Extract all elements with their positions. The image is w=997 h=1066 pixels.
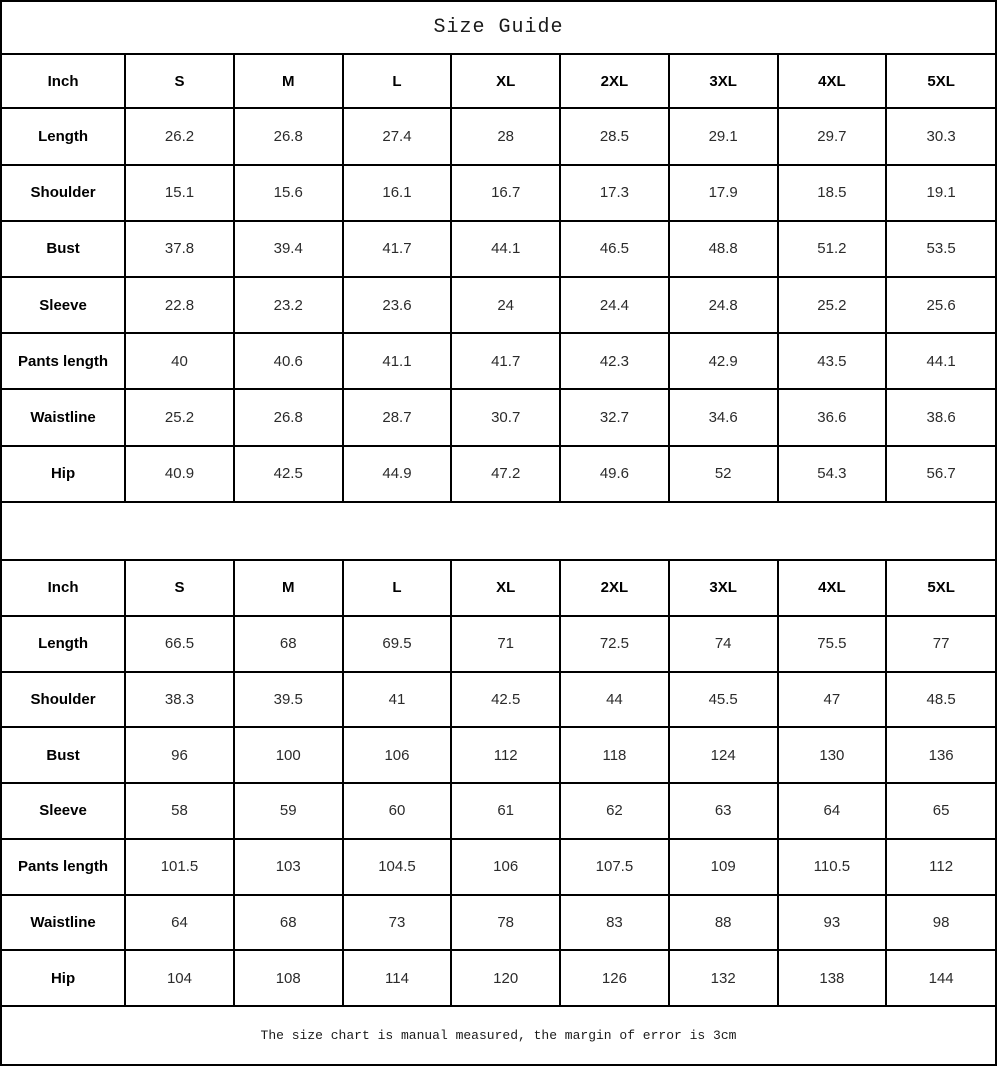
size-value-cell: 39.4 [234, 221, 343, 277]
row-label-cell: Length [2, 108, 125, 164]
size-value-cell: 45.5 [669, 672, 778, 728]
column-header-cell: 2XL [560, 55, 669, 108]
size-value-cell: 41.1 [343, 333, 452, 389]
size-value-cell: 15.1 [125, 165, 234, 221]
row-label-cell: Sleeve [2, 277, 125, 333]
size-value-cell: 28 [451, 108, 560, 164]
size-value-cell: 49.6 [560, 446, 669, 502]
size-value-cell: 98 [886, 895, 995, 951]
size-value-cell: 18.5 [778, 165, 887, 221]
column-header-cell: L [343, 560, 452, 616]
measurement-row [2, 672, 995, 728]
size-value-cell: 25.6 [886, 277, 995, 333]
size-value-cell: 16.7 [451, 165, 560, 221]
size-value-cell: 93 [778, 895, 887, 951]
column-header-cell: M [234, 55, 343, 108]
column-header-cell: 2XL [560, 560, 669, 616]
size-value-cell: 25.2 [125, 389, 234, 445]
row-label-cell: Bust [2, 221, 125, 277]
size-value-cell: 114 [343, 950, 452, 1006]
row-label-cell: Shoulder [2, 672, 125, 728]
size-value-cell: 48.8 [669, 221, 778, 277]
size-value-cell: 41.7 [451, 333, 560, 389]
size-table-header-row [2, 55, 995, 108]
unit-header-cell: Inch [2, 560, 125, 616]
size-value-cell: 108 [234, 950, 343, 1006]
size-value-cell: 32.7 [560, 389, 669, 445]
size-value-cell: 48.5 [886, 672, 995, 728]
row-label-cell: Bust [2, 727, 125, 783]
size-value-cell: 39.5 [234, 672, 343, 728]
row-label-cell: Waistline [2, 389, 125, 445]
size-value-cell: 100 [234, 727, 343, 783]
size-value-cell: 41.7 [343, 221, 452, 277]
size-value-cell: 73 [343, 895, 452, 951]
size-value-cell: 96 [125, 727, 234, 783]
size-value-cell: 71 [451, 616, 560, 672]
size-value-cell: 132 [669, 950, 778, 1006]
size-value-cell: 47 [778, 672, 887, 728]
size-value-cell: 130 [778, 727, 887, 783]
size-value-cell: 26.2 [125, 108, 234, 164]
size-value-cell: 112 [886, 839, 995, 895]
size-value-cell: 54.3 [778, 446, 887, 502]
measurement-row [2, 616, 995, 672]
size-value-cell: 41 [343, 672, 452, 728]
measurement-row [2, 895, 995, 951]
size-value-cell: 40 [125, 333, 234, 389]
size-value-cell: 42.5 [234, 446, 343, 502]
row-label-cell: Pants length [2, 333, 125, 389]
size-value-cell: 103 [234, 839, 343, 895]
size-value-cell: 62 [560, 783, 669, 839]
size-value-cell: 74 [669, 616, 778, 672]
column-header-cell: XL [451, 560, 560, 616]
row-label-cell: Hip [2, 446, 125, 502]
size-value-cell: 47.2 [451, 446, 560, 502]
unit-header-cell: Inch [2, 55, 125, 108]
size-value-cell: 38.3 [125, 672, 234, 728]
table-gap [2, 503, 995, 559]
measurement-row [2, 221, 995, 277]
size-value-cell: 28.5 [560, 108, 669, 164]
column-header-cell: XL [451, 55, 560, 108]
size-value-cell: 104.5 [343, 839, 452, 895]
size-value-cell: 44 [560, 672, 669, 728]
size-value-cell: 25.2 [778, 277, 887, 333]
size-value-cell: 44.1 [451, 221, 560, 277]
column-header-cell: 3XL [669, 560, 778, 616]
row-label-cell: Pants length [2, 839, 125, 895]
size-value-cell: 58 [125, 783, 234, 839]
size-value-cell: 126 [560, 950, 669, 1006]
size-value-cell: 66.5 [125, 616, 234, 672]
measurement-row [2, 389, 995, 445]
measurement-row [2, 950, 995, 1006]
row-label-cell: Shoulder [2, 165, 125, 221]
page-title: Size Guide [2, 2, 995, 55]
size-value-cell: 68 [234, 895, 343, 951]
size-value-cell: 63 [669, 783, 778, 839]
measurement-row [2, 446, 995, 502]
size-value-cell: 112 [451, 727, 560, 783]
size-value-cell: 42.3 [560, 333, 669, 389]
size-value-cell: 22.8 [125, 277, 234, 333]
size-value-cell: 56.7 [886, 446, 995, 502]
row-label-cell: Hip [2, 950, 125, 1006]
size-table-inch [2, 55, 995, 503]
size-table-header-row [2, 560, 995, 616]
measurement-row [2, 277, 995, 333]
column-header-cell: S [125, 55, 234, 108]
size-value-cell: 26.8 [234, 108, 343, 164]
column-header-cell: 4XL [778, 560, 887, 616]
measurement-row [2, 165, 995, 221]
size-value-cell: 24.8 [669, 277, 778, 333]
footer-note: The size chart is manual measured, the margin of error is 3cm [260, 1028, 737, 1043]
measurement-row [2, 839, 995, 895]
column-header-cell: 3XL [669, 55, 778, 108]
size-value-cell: 78 [451, 895, 560, 951]
size-value-cell: 38.6 [886, 389, 995, 445]
size-value-cell: 30.7 [451, 389, 560, 445]
size-value-cell: 64 [778, 783, 887, 839]
size-value-cell: 19.1 [886, 165, 995, 221]
size-value-cell: 75.5 [778, 616, 887, 672]
measurement-row [2, 333, 995, 389]
column-header-cell: 4XL [778, 55, 887, 108]
size-value-cell: 28.7 [343, 389, 452, 445]
size-value-cell: 40.9 [125, 446, 234, 502]
measurement-row [2, 108, 995, 164]
column-header-cell: 5XL [886, 55, 995, 108]
size-value-cell: 120 [451, 950, 560, 1006]
size-value-cell: 43.5 [778, 333, 887, 389]
row-label-cell: Sleeve [2, 783, 125, 839]
size-value-cell: 44.9 [343, 446, 452, 502]
size-value-cell: 77 [886, 616, 995, 672]
size-value-cell: 107.5 [560, 839, 669, 895]
column-header-cell: S [125, 560, 234, 616]
size-value-cell: 29.7 [778, 108, 887, 164]
measurement-row [2, 783, 995, 839]
size-value-cell: 64 [125, 895, 234, 951]
size-table-cm [2, 559, 995, 1007]
size-value-cell: 34.6 [669, 389, 778, 445]
size-value-cell: 44.1 [886, 333, 995, 389]
column-header-cell: 5XL [886, 560, 995, 616]
size-value-cell: 136 [886, 727, 995, 783]
size-value-cell: 83 [560, 895, 669, 951]
size-value-cell: 88 [669, 895, 778, 951]
size-value-cell: 23.2 [234, 277, 343, 333]
size-value-cell: 69.5 [343, 616, 452, 672]
size-value-cell: 42.9 [669, 333, 778, 389]
size-value-cell: 17.3 [560, 165, 669, 221]
size-value-cell: 65 [886, 783, 995, 839]
size-value-cell: 30.3 [886, 108, 995, 164]
size-value-cell: 26.8 [234, 389, 343, 445]
size-value-cell: 68 [234, 616, 343, 672]
size-value-cell: 60 [343, 783, 452, 839]
size-value-cell: 17.9 [669, 165, 778, 221]
size-value-cell: 61 [451, 783, 560, 839]
size-value-cell: 144 [886, 950, 995, 1006]
size-value-cell: 42.5 [451, 672, 560, 728]
size-value-cell: 106 [451, 839, 560, 895]
size-value-cell: 53.5 [886, 221, 995, 277]
row-label-cell: Length [2, 616, 125, 672]
size-value-cell: 101.5 [125, 839, 234, 895]
size-value-cell: 104 [125, 950, 234, 1006]
size-value-cell: 118 [560, 727, 669, 783]
size-value-cell: 110.5 [778, 839, 887, 895]
size-value-cell: 124 [669, 727, 778, 783]
size-value-cell: 36.6 [778, 389, 887, 445]
column-header-cell: L [343, 55, 452, 108]
size-value-cell: 52 [669, 446, 778, 502]
size-value-cell: 109 [669, 839, 778, 895]
size-value-cell: 29.1 [669, 108, 778, 164]
size-value-cell: 72.5 [560, 616, 669, 672]
size-value-cell: 16.1 [343, 165, 452, 221]
column-header-cell: M [234, 560, 343, 616]
size-value-cell: 46.5 [560, 221, 669, 277]
size-value-cell: 59 [234, 783, 343, 839]
size-value-cell: 51.2 [778, 221, 887, 277]
row-label-cell: Waistline [2, 895, 125, 951]
size-value-cell: 23.6 [343, 277, 452, 333]
size-value-cell: 24 [451, 277, 560, 333]
size-value-cell: 24.4 [560, 277, 669, 333]
size-value-cell: 138 [778, 950, 887, 1006]
size-value-cell: 37.8 [125, 221, 234, 277]
size-value-cell: 106 [343, 727, 452, 783]
size-value-cell: 40.6 [234, 333, 343, 389]
size-value-cell: 15.6 [234, 165, 343, 221]
size-value-cell: 27.4 [343, 108, 452, 164]
measurement-row [2, 727, 995, 783]
